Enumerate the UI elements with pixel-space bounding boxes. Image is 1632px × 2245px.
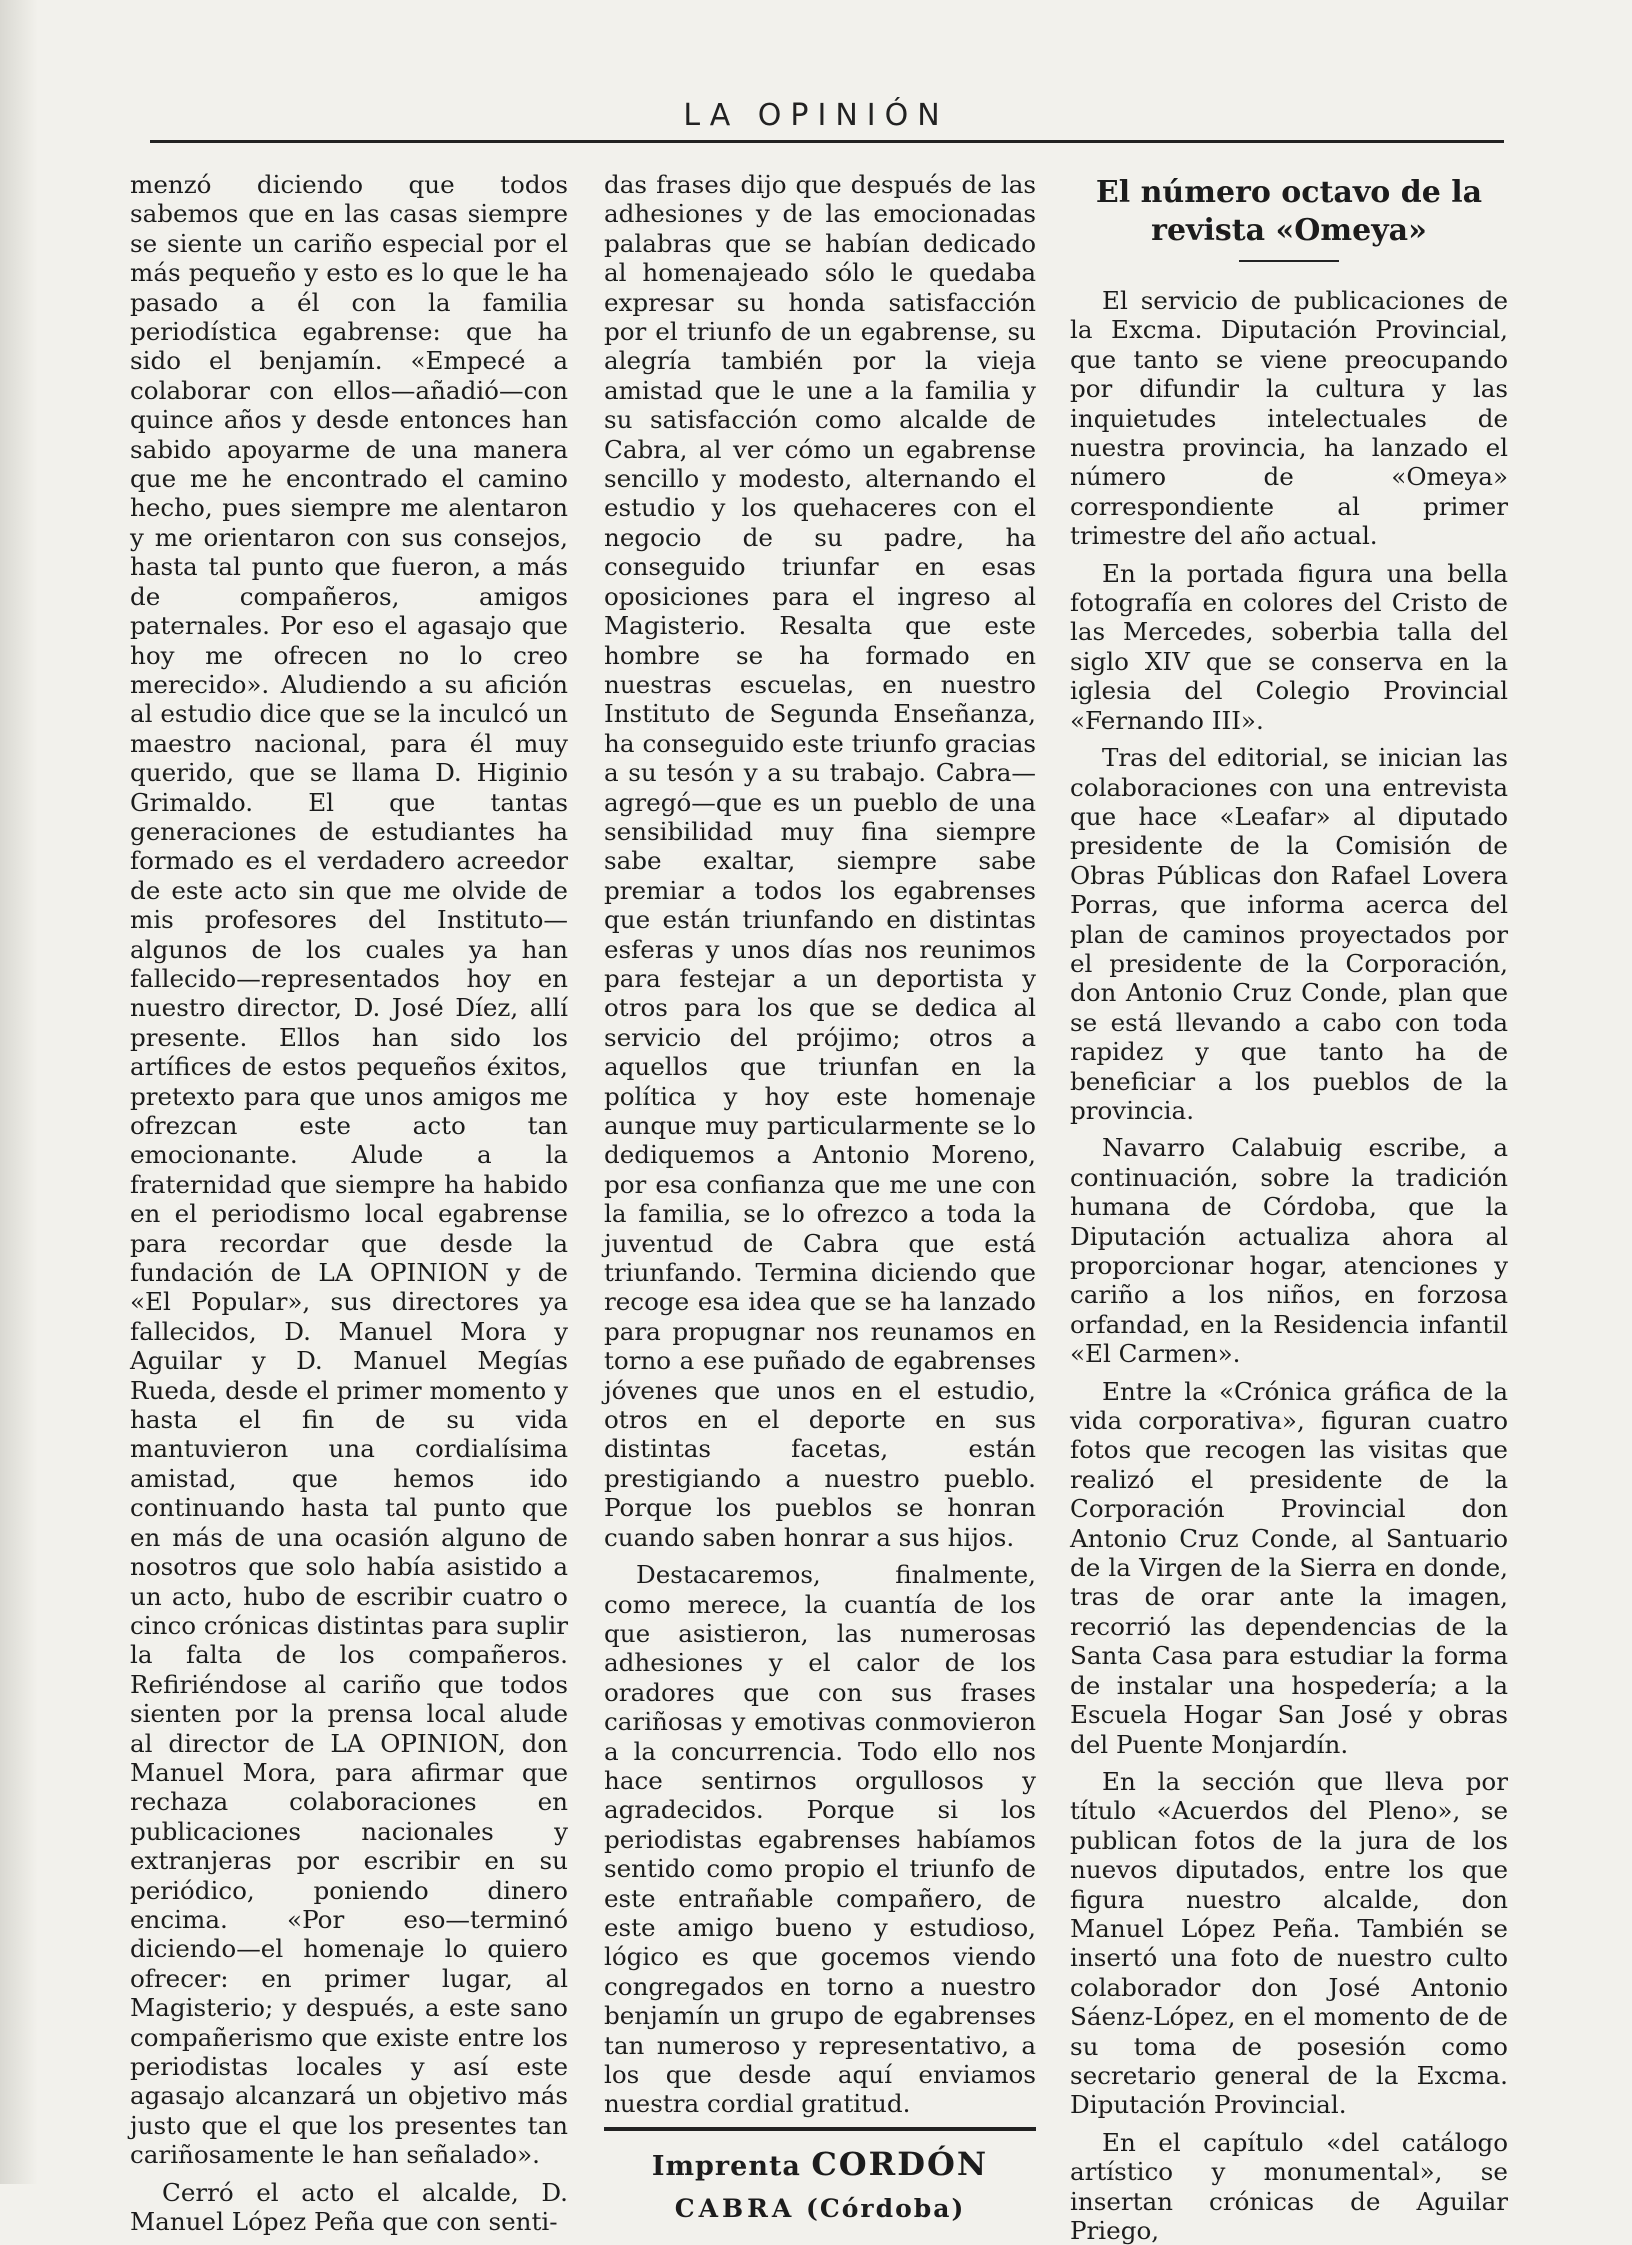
- paragraph: Tras del editorial, se inician las colaboraciones con una entrevista que hace «Leafar» al diputado presidente de la Comisión de Obras Públicas don Rafael Lovera Porras, que informa acerca del plan de caminos proyectados por el presidente de la Corporación, don Antonio Cruz Conde, plan que se está llevando a cabo con toda rapidez y que tanto ha de beneficiar a los pueblos de la provincia.: [1070, 743, 1508, 1125]
- advert-province: (Córdoba): [806, 2193, 966, 2223]
- article-column-2: [604, 170, 1036, 2223]
- paragraph: menzó diciendo que todos sabemos que en las casas siempre se siente un cariño especial por el más pequeño y esto es lo que le ha pasado a él con la familia periodística egabrense: que ha sido el benjamín. «Empecé a colaborar con ellos—añadió—con quince años y desde entonces han sabido apoyarme de una manera que me he encontrado el camino hecho, pues siempre me alentaron y me orientaron con sus consejos, hasta tal punto que fueron, a más de compañeros, amigos paternales. Por eso el agasajo que hoy me ofrecen no lo creo merecido». Aludiendo a su afición al estudio dice que se la inculcó un maestro nacional, para él muy querido, que se llama D. Higinio Grimaldo. El que tantas generaciones de estudiantes ha formado es el verdadero acreedor de este acto sin que me olvide de mis profesores del Instituto—algunos de los cuales ya han fallecido—representados hoy en nuestro director, D. José Díez, allí presente. Ellos han sido los artífices de estos pequeños éxitos, pretexto para que unos amigos me ofrezcan este acto tan emocionante. Alude a la fraternidad que siempre ha habido en el periodismo local egabrense para recordar que desde la fundación de LA OPINION y de «El Popular», sus directores ya fallecidos, D. Manuel Mora y Aguilar y D. Manuel Megías Rueda, desde el primer momento y hasta el fin de su vida mantuvieron una cordialísima amistad, que hemos ido continuando hasta tal punto que en más de una ocasión alguno de nosotros que solo había asistido a un acto, hubo de escribir cuatro o cinco crónicas distintas para suplir la falta de los compañeros. Refiriéndose al cariño que todos sienten por la prensa local alude al director de LA OPINION, don Manuel Mora, para afirmar que rechaza colaboraciones en publicaciones nacionales y extranjeras por escribir en su periódico, poniendo dinero encima. «Por eso—terminó diciendo—el homenaje lo quiero ofrecer: en primer lugar, al Magisterio; y después, a este sano compañerismo que existe entre los periodistas locales y así este agasajo alcanzará un objetivo más justo que el que los presentes tan cariñosamente le han señalado».: [130, 170, 568, 2170]
- masthead-rule: [150, 140, 1504, 143]
- advert-rule: [604, 2127, 1036, 2131]
- paragraph: das frases dijo que después de las adhesiones y de las emocionadas palabras que se habían dedicado al homenajeado sólo le quedaba expresar su honda satisfacción por el triunfo de un egabrense, su alegría también por la vieja amistad que le une a la familia y su satisfacción como alcalde de Cabra, al ver cómo un egabrense sencillo y modesto, alternando el estudio y los quehaceres con el negocio de su padre, ha conseguido triunfar en esas oposiciones para el ingreso al Magisterio. Resalta que este hombre se ha formado en nuestras escuelas, en nuestro Instituto de Segunda Enseñanza, ha conseguido este triunfo gracias a su tesón y a su trabajo. Cabra—agregó—que es un pueblo de una sensibilidad muy fina siempre sabe exaltar, siempre sabe premiar a todos los egabrenses que están triunfando en distintas esferas y unos días nos reunimos para festejar a un deportista y otros para los que se dedica al servicio del prójimo; otros a aquellos que triunfan en la política y hoy este homenaje aunque muy particularmente se lo dediquemos a Antonio Moreno, por esa confianza que me une con la familia, se lo ofrezco a toda la juventud de Cabra que está triunfando. Termina diciendo que recoge esa idea que se ha lanzado para propugnar nos reunamos en torno a ese puñado de egabrenses jóvenes que unos en el estudio, otros en el deporte en sus distintas facetas, están prestigiando a nuestro pueblo. Porque los pueblos se honran cuando saben honrar a sus hijos.: [604, 170, 1036, 1552]
- advert-city: CABRA: [674, 2193, 796, 2223]
- masthead: LA OPINIÓN: [683, 98, 949, 133]
- advert-brand: CORDÓN: [811, 2144, 989, 2183]
- paragraph: En el capítulo «del catálogo artístico y monumental», se insertan crónicas de Aguilar Priego,: [1070, 2127, 1508, 2245]
- paragraph: El servicio de publicaciones de la Excma. Diputación Provincial, que tanto se viene preocupando por difundir la cultura y las inquietudes intelectuales de nuestra provincia, ha lanzado el número de «Omeya» correspondiente al primer trimestre del año actual.: [1070, 286, 1508, 551]
- advert-word: Imprenta: [651, 2150, 801, 2182]
- printer-advert-name: [604, 2145, 1036, 2186]
- article-headline: El número octavo de la revista «Omeya»: [1095, 175, 1483, 248]
- page-binding-shadow: [0, 0, 38, 2184]
- headline-rule: [1239, 260, 1339, 262]
- paragraph: En la sección que lleva por título «Acuerdos del Pleno», se publican fotos de la jura de los nuevos diputados, entre los que figura nuestro alcalde, don Manuel López Peña. También se insertó una foto de nuestro culto colaborador don José Antonio Sáenz-López, en el momento de de su toma de posesión como secretario general de la Excma. Diputación Provincial.: [1070, 1766, 1508, 2120]
- paragraph: Cerró el acto el alcalde, D. Manuel López Peña que con senti-: [130, 2177, 568, 2237]
- paragraph: Navarro Calabuig escribe, a continuación, sobre la tradición humana de Córdoba, que la Diputación actualiza ahora al proporcionar hogar, atenciones y cariño a los niños, en forzosa orfandad, en la Residencia infantil «El Carmen».: [1070, 1133, 1508, 1369]
- article-column-1: [130, 170, 568, 2237]
- paragraph: En la portada figura una bella fotografía en colores del Cristo de las Mercedes, soberbia talla del siglo XIV que se conserva en la iglesia del Colegio Provincial «Fernando III».: [1070, 558, 1508, 735]
- printer-advert-location: [604, 2190, 1036, 2228]
- paragraph: Entre la «Crónica gráfica de la vida corporativa», figuran cuatro fotos que recogen las visitas que realizó el presidente de la Corporación Provincial don Antonio Cruz Conde, al Santuario de la Virgen de la Sierra en donde, tras de orar ante la imagen, recorrió las dependencias de la Santa Casa para estudiar la forma de instalar una hospedería; a la Escuela Hogar San José y obras del Puente Monjardín.: [1070, 1376, 1508, 1759]
- article-column-3: [1070, 170, 1508, 2245]
- paragraph: Destacaremos, finalmente, como merece, la cuantía de los que asistieron, las numerosas adhesiones y el calor de los oradores que con sus frases cariñosas y emotivas conmovieron a la concurrencia. Todo ello nos hace sentirnos orgullosos y agradecidos. Porque si los periodistas egabrenses habíamos sentido como propio el triunfo de este entrañable compañero, de este amigo bueno y estudioso, lógico es que gocemos viendo congregados en torno a nuestro benjamín un grupo de egabrenses tan numeroso y representativo, a los que desde aquí enviamos nuestra cordial gratitud.: [604, 1560, 1036, 2119]
